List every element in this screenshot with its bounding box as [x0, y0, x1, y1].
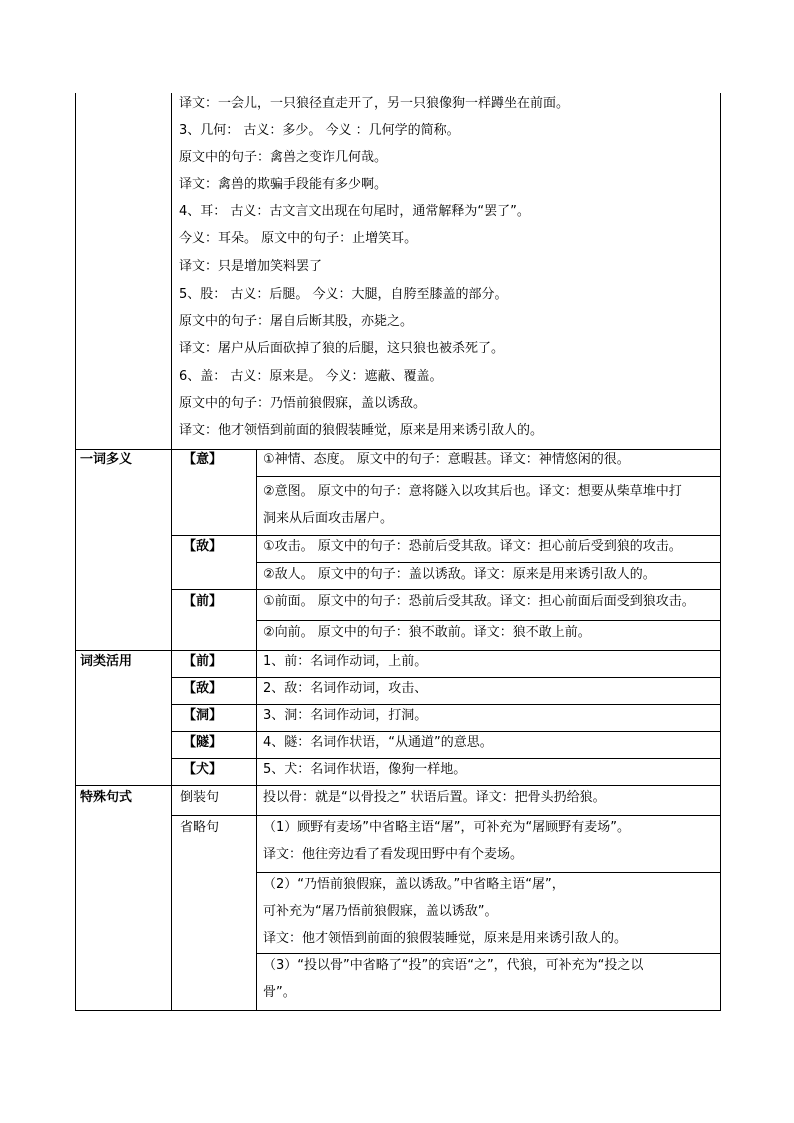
definition-line: （1）顾野有麦场”中省略主语“屠”，可补充为“屠顾野有麦场”。: [263, 820, 630, 835]
term-label: 【意】: [183, 452, 223, 467]
term-label: 【前】: [183, 654, 223, 669]
border-section1: [75, 449, 721, 450]
text-line: 原文中的句子：屠自后断其股，亦毙之。: [179, 314, 414, 329]
definition-line: 投以骨：就是“以骨投之” 状语后置。译文：把骨头扔给狼。: [263, 790, 606, 805]
text-line: 译文：屠户从后面砍掉了狼的后腿，这只狼也被杀死了。: [179, 341, 505, 356]
definition-line: 译文：他往旁边看了看发现田野中有个麦场。: [263, 847, 524, 862]
definition-line: ①攻击。 原文中的句子：恐前后受其敌。译文：担心前后受到狼的攻击。: [263, 539, 682, 554]
text-line: 原文中的句子：乃悟前狼假寐，盖以诱敌。: [179, 396, 427, 411]
border-row: [171, 535, 721, 536]
border-row: [171, 758, 721, 759]
definition-line: 2、敌：名词作动词，攻击、: [263, 681, 428, 696]
text-line: 译文：只是增加笑料罢了: [179, 259, 323, 274]
definition-line: ②敌人。 原文中的句子：盖以诱敌。译文：原来是用来诱引敌人的。: [263, 567, 656, 582]
border-col2: [256, 449, 257, 1011]
text-line: 译文：一会儿，一只狼径直走开了，另一只狼像狗一样蹲坐在前面。: [179, 96, 570, 111]
text-line: 译文：禽兽的欺骗手段能有多少啊。: [179, 177, 388, 192]
definition-line: ①神情、态度。 原文中的句子：意暇甚。译文：神情悠闲的很。: [263, 452, 630, 467]
definition-line: ②意图。 原文中的句子：意将隧入以攻其后也。译文：想要从柴草堆中打: [263, 484, 682, 499]
definition-line: ①前面。 原文中的句子：恐前后受其敌。译文：担心前面后面受到狼攻击。: [263, 594, 695, 609]
border-row: [171, 731, 721, 732]
text-line: 4、耳： 古义：古文言文出现在句尾时，通常解释为“罢了”。: [179, 204, 530, 219]
term-label: 【犬】: [183, 762, 223, 777]
term-label: 倒装句: [180, 790, 220, 805]
term-label: 省略句: [180, 820, 220, 835]
border-left: [75, 93, 76, 1011]
border-row: [256, 476, 721, 477]
definition-line: 译文：他才领悟到前面的狼假装睡觉，原来是用来诱引敌人的。: [263, 931, 628, 946]
definition-line: 1、前：名词作动词，上前。: [263, 654, 428, 669]
definition-line: （3）“投以骨”中省略了“投”的宾语“之”，代狼，可补充为“投之以: [263, 958, 644, 973]
border-row: [256, 953, 721, 954]
section-heading: 特殊句式: [80, 790, 133, 805]
border-row: [171, 704, 721, 705]
term-label: 【前】: [183, 594, 223, 609]
border-row: [171, 677, 721, 678]
text-line: 今义：耳朵。 原文中的句子：止增笑耳。: [179, 231, 418, 246]
border-row: [171, 815, 721, 816]
border-row: [256, 620, 721, 621]
definition-line: 3、洞：名词作动词，打洞。: [263, 708, 428, 723]
border-bottom: [75, 1010, 721, 1011]
border-section3: [75, 785, 721, 786]
border-row: [256, 872, 721, 873]
border-row: [171, 589, 721, 590]
definition-line: 骨”。: [263, 985, 296, 1000]
text-line: 3、几何： 古义：多少。 今义 ：几何学的简称。: [179, 123, 460, 138]
term-label: 【敌】: [183, 681, 223, 696]
definition-line: （2）“乃悟前狼假寐，盖以诱敌。”中省略主语“屠”，: [263, 877, 565, 892]
text-line: 译文：他才领悟到前面的狼假装睡觉，原来是用来诱引敌人的。: [179, 423, 544, 438]
term-label: 【敌】: [183, 539, 223, 554]
border-col1: [171, 93, 172, 1011]
definition-line: 洞来从后面攻击屠户。: [263, 511, 394, 526]
section-heading: 一词多义: [80, 452, 133, 467]
border-row: [256, 562, 721, 563]
definition-line: 4、隧：名词作状语，“从通道”的意思。: [263, 735, 493, 750]
text-line: 6、盖： 古义：原来是。 今义：遮蔽、覆盖。: [179, 369, 443, 384]
border-right: [720, 93, 721, 1011]
definition-line: 5、犬：名词作状语，像狗一样地。: [263, 762, 467, 777]
section-heading: 词类活用: [80, 654, 133, 669]
term-label: 【洞】: [183, 708, 223, 723]
term-label: 【隧】: [183, 735, 223, 750]
text-line: 5、股： 古义：后腿。 今义：大腿，自胯至膝盖的部分。: [179, 287, 508, 302]
text-line: 原文中的句子：禽兽之变诈几何哉。: [179, 150, 388, 165]
border-section2: [75, 650, 721, 651]
definition-line: ②向前。 原文中的句子：狼不敢前。译文：狼不敢上前。: [263, 625, 591, 640]
definition-line: 可补充为“屠乃悟前狼假寐，盖以诱敌”。: [263, 904, 498, 919]
